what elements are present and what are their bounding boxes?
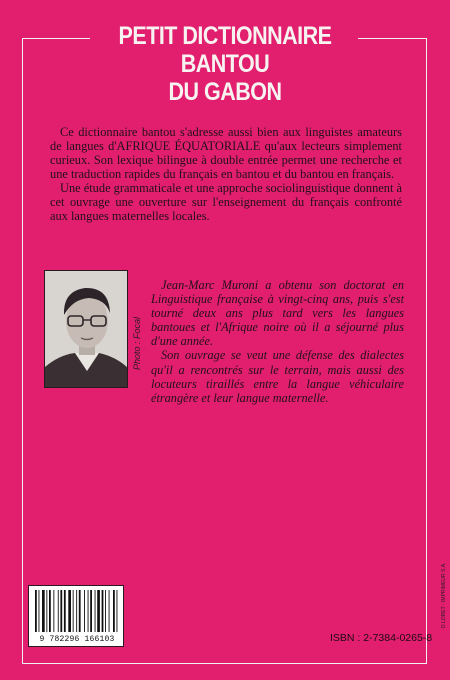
intro-paragraph-1: Ce dictionnaire bantou s'adresse aussi bien aux linguistes amateurs de langues d'AFRIQUE ÉQUATORIALE qu'aux lecteurs simplement curieux. Son lexique bilingue à double entrée permet une recherche et une traduction rapides du français en bantou et du bantou en français. (50, 125, 402, 181)
author-photo (44, 270, 128, 388)
title-line-2: BANTOU (180, 50, 270, 78)
intro-text (50, 125, 402, 223)
bio-paragraph-2: Son ouvrage se veut une défense des dialectes qu'il a rencontrés sur le terrain, mais aussi des locuteurs tiraillés entre la langue véhiculaire étrangère et leur langue maternelle. (151, 348, 404, 405)
printer-note: D LORET · IMPRIMEUR S.A. (441, 562, 447, 628)
bio-paragraph-1: Jean-Marc Muroni a obtenu son doctorat en Linguistique française à vingt-cinq ans, puis s'est tourné deux ans plus tard vers les langues bantoues et l'Afrique noire où il a séjourné plus d'une année. (151, 278, 404, 349)
isbn-number: ISBN : 2-7384-0265-8 (330, 632, 433, 644)
photo-credit: Photo : Focal (132, 316, 142, 370)
title-line-3: DU GABON (168, 78, 282, 106)
book-title (66, 22, 384, 106)
author-portrait-image (45, 271, 128, 388)
barcode (28, 585, 124, 647)
title-line-1: PETIT DICTIONNAIRE (118, 22, 332, 50)
barcode-bars (35, 590, 119, 634)
barcode-number: 9 782296 166103 (39, 635, 115, 644)
intro-paragraph-2: Une étude grammaticale et une approche sociolinguistique donnent à cet ouvrage une ouverture sur l'enseignement du français confronté aux langues maternelles locales. (50, 181, 403, 223)
author-bio (151, 278, 404, 405)
